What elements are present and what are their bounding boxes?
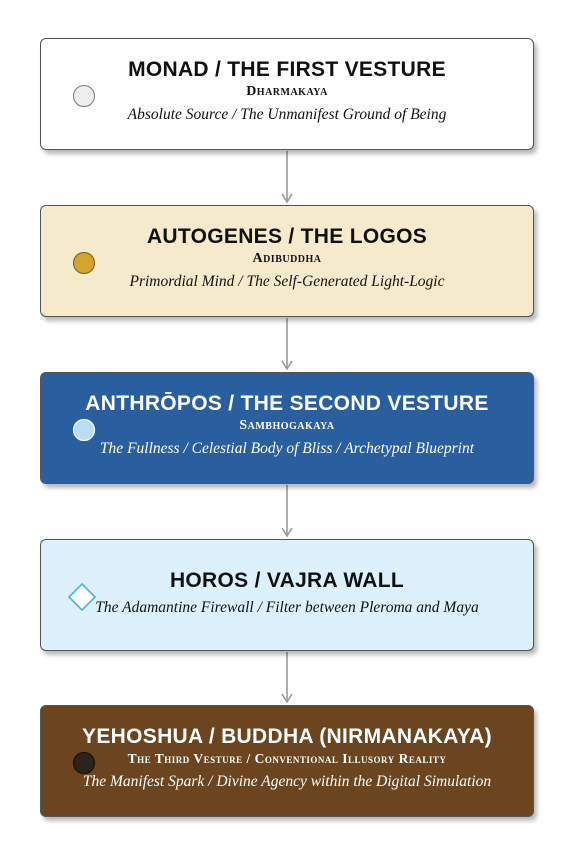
circle-marker-icon <box>71 83 97 109</box>
node-title: MONAD / THE FIRST VESTURE <box>128 58 446 81</box>
node-title: ANTHRŌPOS / THE SECOND VESTURE <box>85 392 489 415</box>
node-description: The Manifest Spark / Divine Agency within the Digital Simulation <box>82 773 492 790</box>
node-subtitle: The Third Vesture / Conventional Illusory Reality <box>127 751 447 766</box>
circle-marker-icon <box>71 750 97 776</box>
node-description: The Adamantine Firewall / Filter between Pleroma and Maya <box>95 599 479 616</box>
circle-marker-icon <box>71 250 97 276</box>
circle-marker-icon <box>71 417 97 443</box>
node-title: YEHOSHUA / BUDDHA (NIRMANAKAYA) <box>82 725 492 748</box>
node-subtitle: Sambhogakaya <box>239 418 335 433</box>
node-subtitle: Adibuddha <box>252 251 322 266</box>
node-autogenes <box>40 205 534 317</box>
node-anthropos <box>40 372 534 484</box>
node-title: HOROS / VAJRA WALL <box>169 569 405 592</box>
node-monad <box>40 38 534 150</box>
node-title: AUTOGENES / THE LOGOS <box>146 225 428 248</box>
node-horos <box>40 539 534 651</box>
node-description: The Fullness / Celestial Body of Bliss / Archetypal Blueprint <box>99 440 475 457</box>
node-yehoshua <box>40 705 534 817</box>
diamond-marker-icon <box>67 582 97 612</box>
node-description: Primordial Mind / The Self-Generated Light-Logic <box>129 273 445 290</box>
node-subtitle: Dharmakaya <box>246 84 328 99</box>
node-description: Absolute Source / The Unmanifest Ground of Being <box>127 106 447 123</box>
